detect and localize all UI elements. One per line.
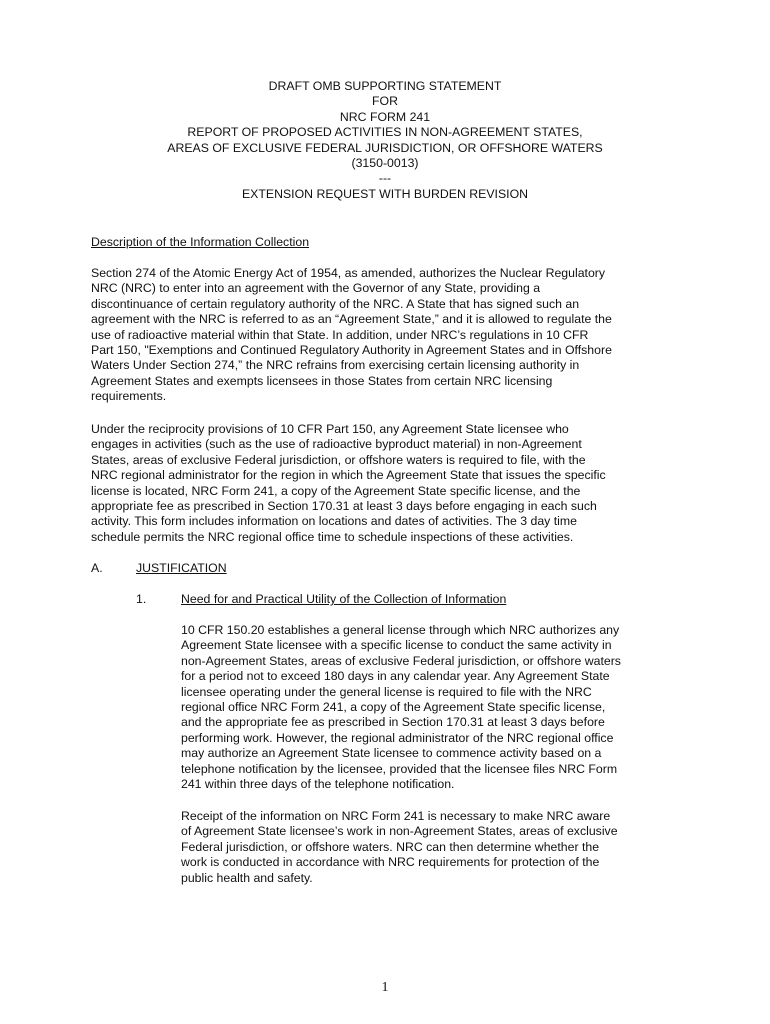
text-line: of Agreement State licensee’s work in non-Agreement States, areas of exclusive: [181, 824, 618, 839]
description-paragraph-2: [91, 422, 606, 545]
section-a-label: A.: [91, 561, 103, 575]
header-line: AREAS OF EXCLUSIVE FEDERAL JURISDICTION, OR OFFSHORE WATERS: [167, 140, 603, 155]
text-line: may authorize an Agreement State licensee to commence activity based on a: [181, 746, 602, 761]
text-line: Section 274 of the Atomic Energy Act of 1954, as amended, authorizes the Nuclear Regulatory: [91, 266, 606, 280]
header-line: DRAFT OMB SUPPORTING STATEMENT: [268, 79, 502, 93]
text-line: licensee operating under the general license is required to file with the NRC: [181, 684, 592, 699]
text-line: Agreement States and exempts licensees in those States from certain NRC licensing: [91, 373, 553, 388]
text-line: Agreement State licensee with a specific license to conduct the same activity in: [181, 638, 612, 653]
text-line: NRC regional administrator for the region in which the Agreement State that issues the specific: [91, 468, 606, 483]
item-1-paragraph-1: [181, 623, 621, 792]
text-line: requirements.: [91, 389, 167, 404]
text-line: 241 within three days of the telephone notification.: [181, 777, 455, 792]
text-line: public health and safety.: [181, 870, 313, 885]
document-header: [0, 79, 770, 202]
text-line: appropriate fee as prescribed in Section 170.31 at least 3 days before engaging in each such: [91, 499, 597, 514]
text-line: use of radioactive material within that State. In addition, under NRC’s regulations in 10 CFR: [91, 327, 589, 342]
section-a-title: JUSTIFICATION: [136, 561, 227, 575]
text-line: Under the reciprocity provisions of 10 CFR Part 150, any Agreement State licensee who: [91, 422, 569, 436]
header-line: NRC FORM 241: [339, 109, 431, 124]
text-line: work is conducted in accordance with NRC requirements for protection of the: [181, 855, 600, 870]
text-line: and the appropriate fee as prescribed in Section 170.31 at least 3 days before: [181, 715, 605, 730]
text-line: for a period not to exceed 180 days in any calendar year. Any Agreement State: [181, 669, 610, 684]
text-line: agreement with the NRC is referred to as an “Agreement State,” and it is allowed to regulate the: [91, 312, 612, 327]
text-line: Waters Under Section 274,” the NRC refrains from exercising certain licensing authority in: [91, 358, 580, 373]
text-line: States, areas of exclusive Federal jurisdiction, or offshore waters is required to file, with the: [91, 452, 586, 467]
item-1-title: Need for and Practical Utility of the Collection of Information: [181, 592, 507, 606]
header-line: (3150-0013): [351, 156, 419, 171]
header-line: EXTENSION REQUEST WITH BURDEN REVISION: [241, 186, 529, 201]
header-line: REPORT OF PROPOSED ACTIVITIES IN NON-AGREEMENT STATES,: [187, 125, 583, 140]
header-line: ---: [378, 171, 392, 186]
text-line: NRC (NRC) to enter into an agreement with the Governor of any State, providing a: [91, 281, 541, 296]
text-line: non-Agreement States, areas of exclusive Federal jurisdiction, or offshore waters: [181, 653, 621, 668]
text-line: schedule permits the NRC regional office time to schedule inspections of these activities.: [91, 529, 574, 544]
page-number: 1: [381, 980, 389, 995]
header-line: FOR: [372, 94, 398, 109]
text-line: Receipt of the information on NRC Form 241 is necessary to make NRC aware: [181, 809, 611, 823]
text-line: engages in activities (such as the use of radioactive byproduct material) in non-Agreement: [91, 437, 582, 452]
text-line: telephone notification by the licensee, provided that the licensee files NRC Form: [181, 761, 618, 776]
text-line: license is located, NRC Form 241, a copy of the Agreement State specific license, and the: [91, 483, 581, 498]
text-line: Part 150, "Exemptions and Continued Regulatory Authority in Agreement States and in Offshore: [91, 343, 612, 358]
item-1-paragraph-2: [181, 809, 618, 886]
text-line: discontinuance of certain regulatory authority of the NRC. A State that has signed such an: [91, 296, 580, 311]
text-line: activity. This form includes information on locations and dates of activities. The 3 day time: [91, 514, 577, 529]
description-title: Description of the Information Collection: [91, 235, 310, 249]
text-line: performing work. However, the regional administrator of the NRC regional office: [181, 730, 614, 745]
text-line: regional office NRC Form 241, a copy of the Agreement State specific license,: [181, 700, 606, 715]
text-line: Federal jurisdiction, or offshore waters. NRC can then determine whether the: [181, 839, 600, 854]
description-paragraph-1: [91, 266, 612, 405]
item-1-label: 1.: [136, 592, 147, 606]
text-line: 10 CFR 150.20 establishes a general license through which NRC authorizes any: [181, 623, 620, 637]
